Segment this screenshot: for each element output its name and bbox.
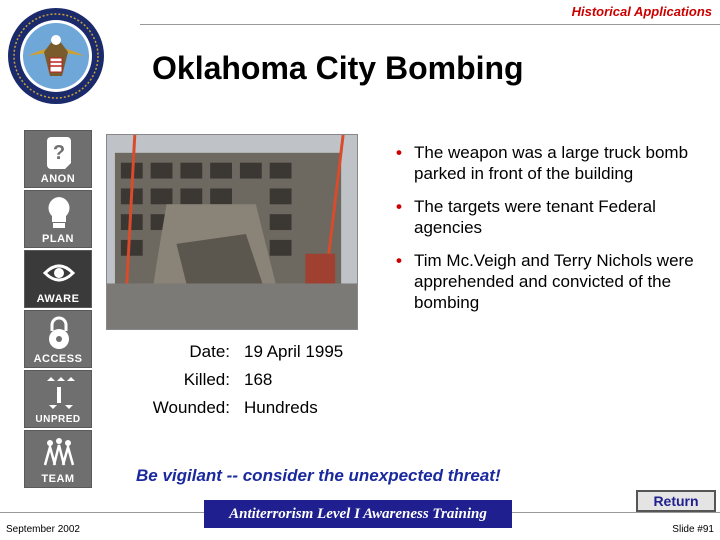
sidebar-item-label: AWARE (36, 293, 80, 305)
callout-text: Be vigilant -- consider the unexpected threat! (136, 466, 501, 485)
page-title: Oklahoma City Bombing (152, 50, 524, 86)
sidebar-item-aware[interactable] (24, 250, 92, 308)
dod-seal-icon (6, 6, 106, 106)
bullet-text: The targets were tenant Federal agencies (414, 197, 656, 237)
header-divider (140, 24, 720, 25)
padlock-icon (43, 315, 75, 351)
bullet-mark: • (396, 197, 402, 216)
list-item (394, 250, 712, 313)
list-item (394, 196, 712, 238)
sidebar-item-label: TEAM (41, 473, 75, 485)
sidebar-item-label: ACCESS (33, 353, 83, 365)
question-head-icon (43, 135, 75, 171)
sidebar-item-access[interactable] (24, 310, 92, 368)
list-item (394, 142, 712, 184)
return-button[interactable]: Return (636, 490, 716, 512)
team-people-icon (43, 435, 75, 471)
sidebar-item-plan[interactable] (24, 190, 92, 248)
bullet-text: Tim Mc.Veigh and Terry Nichols were apprehended and convicted of the bombing (414, 251, 694, 312)
sidebar-item-label: UNPRED (35, 414, 81, 425)
fact-label: Date: (189, 342, 230, 361)
sidebar-item-anon[interactable] (24, 130, 92, 188)
sidebar-item-label: ANON (40, 173, 76, 185)
bullet-mark: • (396, 251, 402, 270)
svg-text:?: ? (52, 142, 66, 164)
fact-label: Wounded: (152, 398, 230, 417)
sidebar (24, 130, 92, 488)
sidebar-item-team[interactable] (24, 430, 92, 488)
bullet-mark: • (396, 143, 402, 162)
course-banner: Antiterrorism Level I Awareness Training (204, 500, 512, 528)
section-tag: Historical Applications (571, 4, 712, 19)
sidebar-item-unpred[interactable] (24, 370, 92, 428)
eye-icon (43, 255, 75, 291)
fact-label: Killed: (183, 370, 230, 389)
scatter-arrows-icon (43, 375, 75, 411)
fact-value: Hundreds (244, 398, 318, 417)
lightbulb-icon (43, 195, 75, 231)
bullet-text: The weapon was a large truck bomb parked in front of the building (414, 143, 689, 183)
sidebar-item-label: PLAN (42, 233, 74, 245)
bombed-building-photo (106, 134, 358, 330)
fact-value: 19 April 1995 (244, 342, 344, 361)
slide-number: Slide #91 (672, 524, 714, 535)
fact-value: 168 (244, 370, 273, 389)
footer-date: September 2002 (6, 524, 80, 535)
bullet-list (394, 142, 712, 325)
